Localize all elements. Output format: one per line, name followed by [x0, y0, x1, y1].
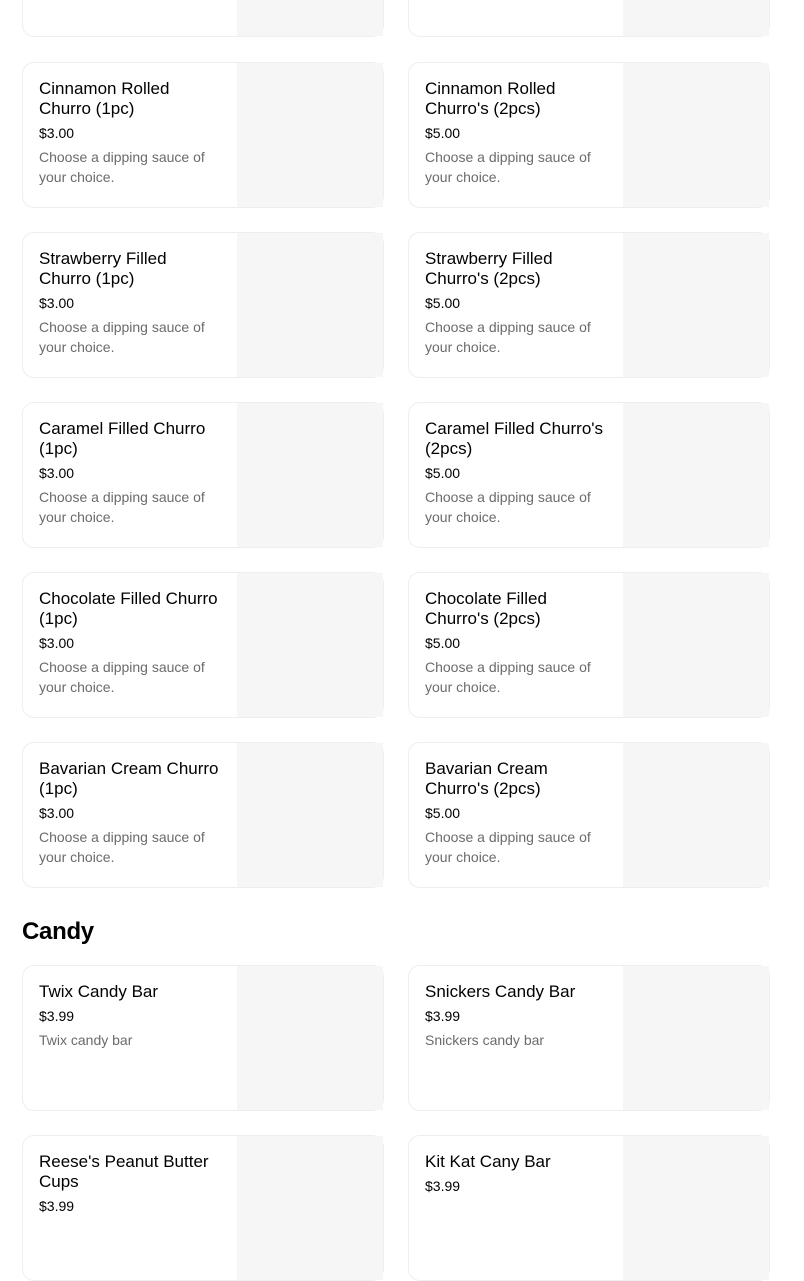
menu-item-card[interactable]	[408, 62, 770, 208]
item-price: $5.00	[425, 805, 461, 821]
menu-item-card[interactable]	[22, 232, 384, 378]
menu-item-card[interactable]	[408, 232, 770, 378]
item-name: Twix Candy Bar	[39, 982, 159, 1001]
item-name: Reese's Peanut Butter Cups	[39, 1152, 209, 1191]
menu-item-card[interactable]	[22, 572, 384, 718]
menu-item-card[interactable]	[22, 0, 384, 37]
section-title-candy: Candy	[22, 918, 94, 945]
item-image	[623, 63, 769, 207]
menu-item-card[interactable]	[22, 62, 384, 208]
item-name: Chocolate Filled Churro's (2pcs)	[425, 589, 547, 628]
item-image	[623, 233, 769, 377]
item-image	[623, 743, 769, 887]
previous-items-grid	[22, 0, 772, 37]
item-description: Snickers candy bar	[425, 1032, 545, 1048]
menu-item-card[interactable]	[408, 402, 770, 548]
menu-item-card[interactable]	[22, 402, 384, 548]
item-price: $5.00	[425, 635, 461, 651]
item-name: Caramel Filled Churro's (2pcs)	[425, 419, 604, 458]
item-description: Choose a dipping sauce of your choice.	[425, 319, 591, 355]
candy-items-grid	[22, 965, 772, 1281]
item-image	[237, 573, 383, 717]
item-image	[623, 0, 769, 36]
item-name: Strawberry Filled Churro (1pc)	[39, 249, 167, 288]
item-image	[623, 403, 769, 547]
item-price: $3.99	[425, 1008, 461, 1024]
item-price: $3.99	[425, 1178, 461, 1194]
item-price: $5.00	[425, 465, 461, 481]
item-image	[237, 63, 383, 207]
item-price: $3.99	[39, 1008, 75, 1024]
item-price: $3.99	[39, 1198, 75, 1214]
item-price: $3.00	[39, 465, 75, 481]
item-description: Choose a dipping sauce of your choice.	[425, 829, 591, 865]
item-name: Bavarian Cream Churro (1pc)	[39, 759, 219, 798]
menu-item-card[interactable]	[22, 965, 384, 1111]
item-name: Chocolate Filled Churro (1pc)	[39, 589, 218, 628]
item-price: $3.00	[39, 635, 75, 651]
item-name: Kit Kat Cany Bar	[425, 1152, 551, 1171]
item-description: Choose a dipping sauce of your choice.	[425, 489, 591, 525]
item-price: $3.00	[39, 805, 75, 821]
menu-item-card[interactable]	[22, 742, 384, 888]
item-description: Choose a dipping sauce of your choice.	[425, 659, 591, 695]
item-image	[237, 1136, 383, 1280]
item-description: Twix candy bar	[39, 1032, 133, 1048]
menu-item-card[interactable]	[408, 572, 770, 718]
item-price: $5.00	[425, 295, 461, 311]
item-description: Choose a dipping sauce of your choice.	[39, 829, 205, 865]
item-name: Cinnamon Rolled Churro (1pc)	[39, 79, 170, 118]
menu-item-card[interactable]	[408, 965, 770, 1111]
churros-items-grid	[22, 62, 772, 888]
item-description: Choose a dipping sauce of your choice.	[425, 149, 591, 185]
item-image	[237, 403, 383, 547]
item-description: Choose a dipping sauce of your choice.	[39, 489, 205, 525]
item-description: Choose a dipping sauce of your choice.	[39, 659, 205, 695]
item-name: Bavarian Cream Churro's (2pcs)	[425, 759, 548, 798]
menu-item-card[interactable]	[408, 1135, 770, 1281]
item-price: $5.00	[425, 125, 461, 141]
item-image	[237, 743, 383, 887]
item-name: Cinnamon Rolled Churro's (2pcs)	[425, 79, 556, 118]
menu-item-card[interactable]	[22, 1135, 384, 1281]
item-name: Snickers Candy Bar	[425, 982, 576, 1001]
item-description: Choose a dipping sauce of your choice.	[39, 319, 205, 355]
item-image	[237, 0, 383, 36]
item-image	[237, 966, 383, 1110]
item-name: Strawberry Filled Churro's (2pcs)	[425, 249, 553, 288]
item-image	[623, 573, 769, 717]
item-image	[623, 966, 769, 1110]
item-image	[237, 233, 383, 377]
item-price: $3.00	[39, 125, 75, 141]
item-description: Choose a dipping sauce of your choice.	[39, 149, 205, 185]
menu-item-card[interactable]	[408, 0, 770, 37]
item-price: $3.00	[39, 295, 75, 311]
item-image	[623, 1136, 769, 1280]
item-name: Caramel Filled Churro (1pc)	[39, 419, 206, 458]
menu-item-card[interactable]	[408, 742, 770, 888]
